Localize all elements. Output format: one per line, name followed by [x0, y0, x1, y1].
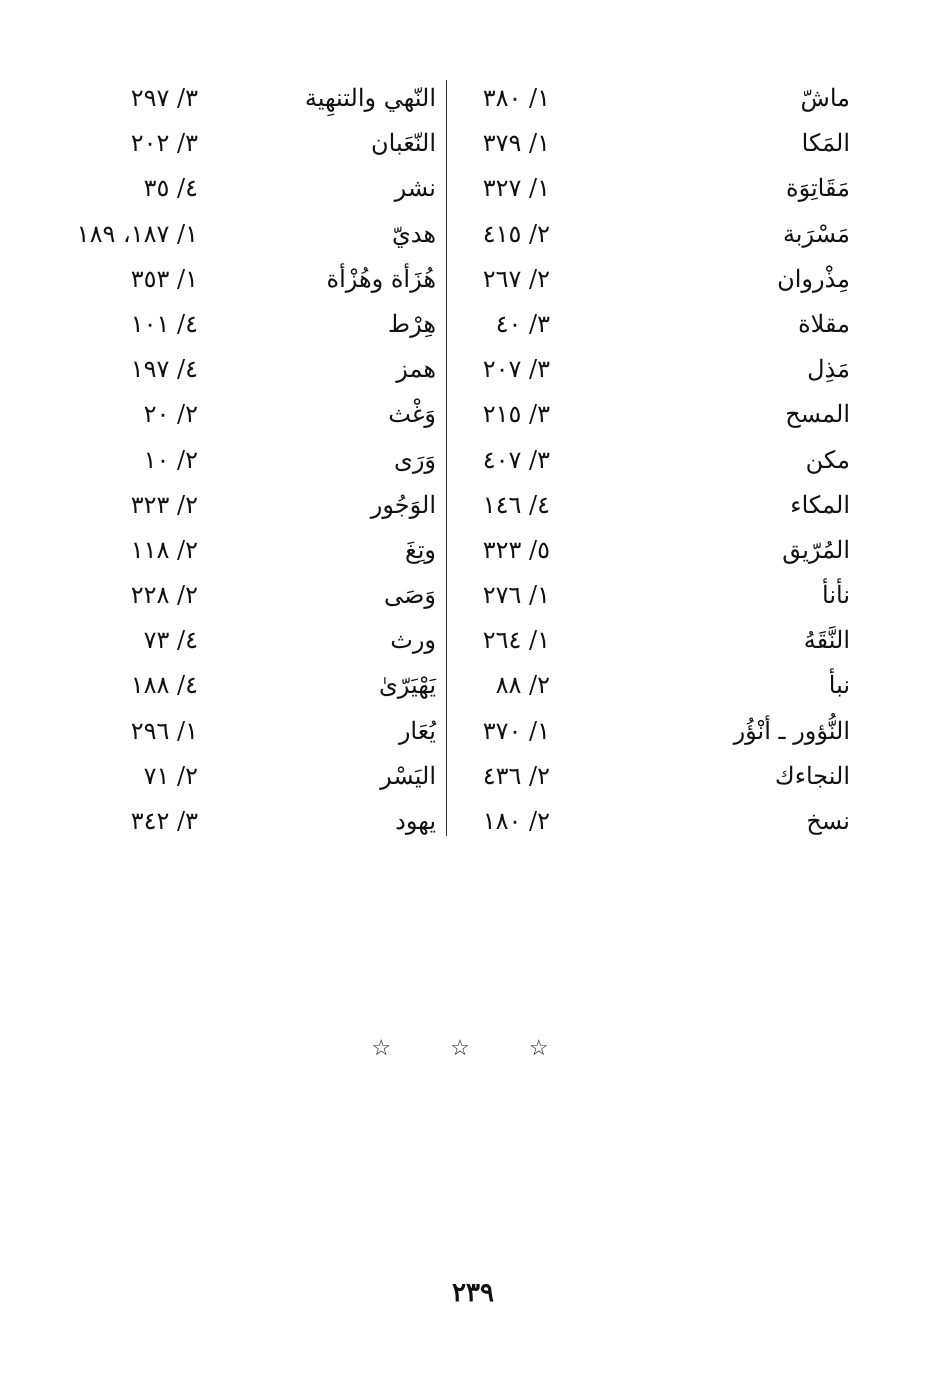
headword: هُزَأة وهُزْأة: [326, 264, 436, 293]
volume-page-ref: ٥/ ٣٢٣: [482, 535, 550, 564]
headword: همز: [396, 355, 436, 384]
volume-page-ref: ٢/ ٤٣٦: [482, 761, 550, 790]
headword: مقلاة: [798, 309, 850, 338]
volume-page-ref: ١/ ١٨٧، ١٨٩: [76, 219, 198, 248]
headword: يَهْيَرّىٰ: [378, 671, 436, 700]
index-row: [50, 663, 850, 708]
volume-page-ref: ٢/ ٧١: [143, 761, 198, 790]
index-row: [50, 347, 850, 392]
headword: يهود: [395, 807, 436, 835]
headword: مَسْرَبة: [782, 219, 850, 248]
volume-page-ref: ٣/ ٤٠٧: [482, 445, 550, 474]
volume-page-ref: ١/ ٣٨٠: [482, 84, 550, 112]
column-divider: [446, 80, 447, 836]
index-row: [50, 212, 850, 257]
volume-page-ref: ٢/ ٤١٥: [482, 219, 550, 248]
volume-page-ref: ٢/ ١٠: [143, 445, 198, 474]
headword: هِرْط: [387, 309, 436, 338]
volume-page-ref: ٣/ ٢١٥: [482, 400, 550, 429]
index-row: [50, 528, 850, 573]
volume-page-ref: ٢/ ٢٠: [143, 400, 198, 429]
volume-page-ref: ٤/ ٧٣: [143, 626, 198, 655]
headword: المسح: [785, 400, 850, 429]
headword: نبأ: [828, 671, 850, 700]
headword: مَذِل: [807, 355, 850, 384]
index-row: [50, 121, 850, 166]
headword: نسخ: [806, 807, 850, 835]
headword: النّعَبان: [371, 129, 436, 158]
volume-page-ref: ٣/ ٢٠٧: [482, 355, 550, 384]
volume-page-ref: ١/ ٣٧٠: [482, 716, 550, 745]
index-row: [50, 392, 850, 437]
volume-page-ref: ٤/ ١٤٦: [482, 490, 550, 519]
index-row: [50, 257, 850, 302]
headword: ورث: [390, 626, 436, 655]
headword: اليَسْر: [380, 761, 436, 790]
headword: ماشّ: [800, 84, 850, 112]
volume-page-ref: ٤/ ١٨٨: [130, 671, 198, 700]
volume-page-ref: ٤/ ١٩٧: [130, 355, 198, 384]
volume-page-ref: ٤/ ١٠١: [130, 309, 198, 338]
volume-page-ref: ٢/ ١١٨: [130, 535, 198, 564]
headword: نشر: [394, 174, 436, 203]
index-row: [50, 76, 850, 121]
headword: المُرّيق: [782, 535, 850, 564]
index-row: [50, 483, 850, 528]
volume-page-ref: ١/ ٣٧٩: [482, 129, 550, 158]
volume-page-ref: ٢/ ٣٢٣: [130, 490, 198, 519]
headword: المَكا: [801, 129, 850, 158]
headword: يُعَار: [398, 716, 436, 745]
volume-page-ref: ٢/ ١٨٠: [482, 807, 550, 835]
volume-page-ref: ٢/ ٢٦٧: [482, 264, 550, 293]
index-row: [50, 799, 850, 844]
index-row: [50, 166, 850, 211]
index-row: [50, 709, 850, 754]
headword: مَقَاتِوَة: [786, 174, 850, 203]
headword: النّهي والتنهِية: [304, 84, 436, 112]
volume-page-ref: ١/ ٢٦٤: [482, 626, 550, 655]
index-row: [50, 573, 850, 618]
volume-page-ref: ١/ ٢٩٦: [130, 716, 198, 745]
headword: الوَجُور: [370, 490, 436, 519]
headword: مِذْروان: [777, 264, 850, 293]
headword: النُّؤور ـ أنْؤُر: [733, 716, 850, 745]
headword: وَغْث: [388, 400, 436, 429]
headword: النَّقَهُ: [803, 626, 850, 655]
volume-page-ref: ٢/ ٨٨: [495, 671, 550, 700]
word-index-table: [50, 76, 850, 844]
volume-page-ref: ٤/ ٣٥: [143, 174, 198, 203]
index-row: [50, 754, 850, 799]
volume-page-ref: ١/ ٢٧٦: [482, 581, 550, 610]
index-row: [50, 618, 850, 663]
headword: وَصَى: [384, 581, 436, 610]
headword: هديّ: [391, 219, 436, 248]
volume-page-ref: ٣/ ٢٠٢: [130, 129, 198, 158]
headword: النجاءك: [774, 761, 850, 790]
headword: مكن: [805, 445, 850, 474]
section-separator: ☆ ☆ ☆: [371, 1036, 575, 1061]
volume-page-ref: ٣/ ٣٤٢: [130, 807, 198, 835]
page-number: ٢٣٩: [452, 1278, 494, 1308]
headword: وَرَى: [394, 445, 436, 474]
index-row: [50, 438, 850, 483]
index-row: [50, 302, 850, 347]
headword: المكاء: [790, 490, 850, 519]
headword: وتِغَ: [404, 535, 436, 564]
volume-page-ref: ٣/ ٤٠: [495, 309, 550, 338]
volume-page-ref: ١/ ٣٢٧: [482, 174, 550, 203]
volume-page-ref: ٣/ ٢٩٧: [130, 84, 198, 112]
headword: نأنأ: [822, 581, 850, 610]
volume-page-ref: ٢/ ٢٢٨: [130, 581, 198, 610]
volume-page-ref: ١/ ٣٥٣: [130, 264, 198, 293]
